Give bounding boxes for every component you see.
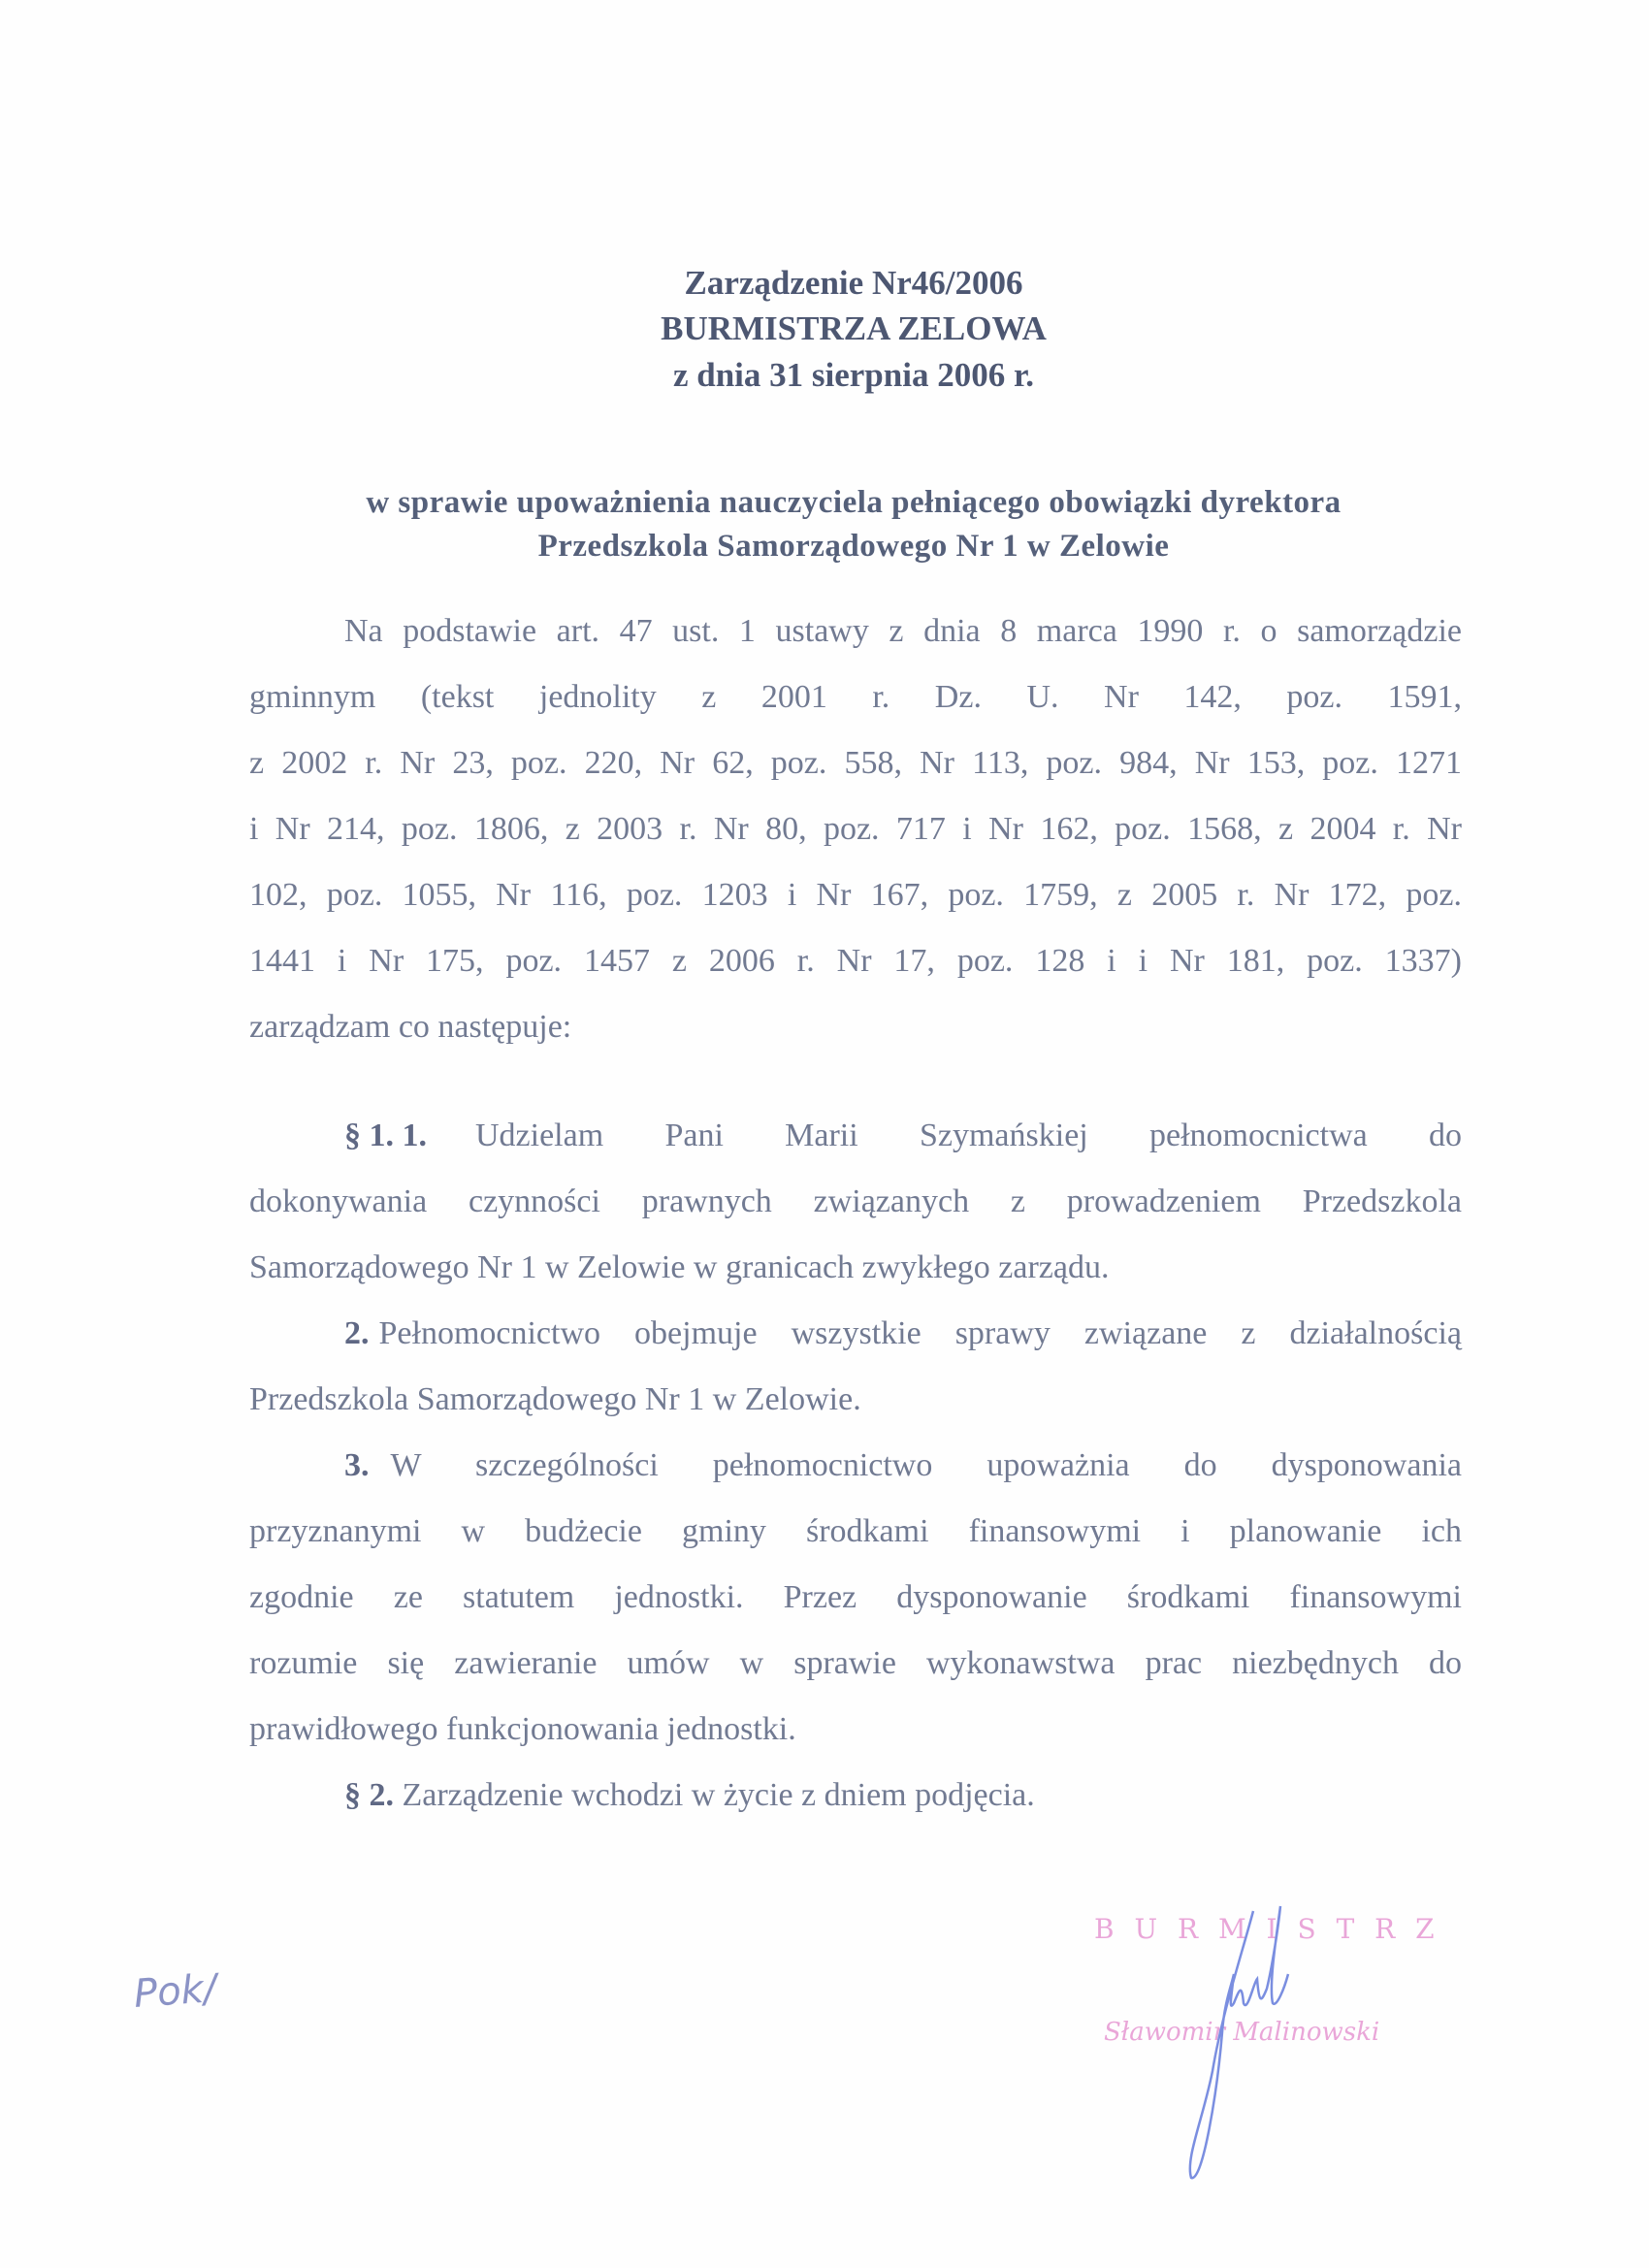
subject-line-2: Przedszkola Samorządowego Nr 1 w Zelowie — [537, 529, 1170, 564]
preamble-line: z 2002 r. Nr 23, poz. 220, Nr 62, poz. 558, Nr 113, poz. 984, Nr 153, poz. 1271 — [249, 745, 1462, 781]
preamble-line: Na podstawie art. 47 ust. 1 ustawy z dnia 8 marca 1990 r. o samorządzie — [344, 613, 1462, 649]
point-3-line: zgodnie ze statutem jednostki. Przez dysponowanie środkami finansowymi — [249, 1579, 1462, 1615]
signature — [1164, 1896, 1358, 2187]
preamble-line: 102, poz. 1055, Nr 116, poz. 1203 i Nr 167, poz. 1759, z 2005 r. Nr 172, poz. — [249, 877, 1462, 913]
section-1-line — [344, 1118, 1462, 1154]
preamble-line: i Nr 214, poz. 1806, z 2003 r. Nr 80, poz. 717 i Nr 162, poz. 1568, z 2004 r. Nr — [249, 811, 1462, 847]
stamp-name: Sławomir Malinowski — [1104, 2018, 1380, 2047]
point-2-text: Pełnomocnictwo obejmuje wszystkie sprawy związane z działalnością — [378, 1315, 1462, 1351]
subject-line-1: w sprawie upoważnienia nauczyciela pełniącego obowiązki dyrektora — [366, 485, 1342, 520]
point-3-line: prawidłowego funkcjonowania jednostki. — [249, 1711, 796, 1747]
issuer: BURMISTRZA ZELOWA — [661, 309, 1047, 347]
point-3-marker: 3. — [344, 1447, 370, 1483]
section-1-line: dokonywania czynności prawnych związanych z prowadzeniem Przedszkola — [249, 1183, 1462, 1219]
point-2-marker: 2. — [344, 1315, 370, 1351]
point-3-text: W szczególności pełnomocnictwo upoważnia do dysponowania — [390, 1447, 1462, 1483]
point-3-line: przyznanymi w budżecie gminy środkami finansowymi i planowanie ich — [249, 1513, 1462, 1549]
section-1-line: Samorządowego Nr 1 w Zelowie w granicach zwykłego zarządu. — [249, 1249, 1110, 1285]
section-2 — [344, 1777, 1462, 1814]
point-3-line: rozumie się zawieranie umów w sprawie wykonawstwa prac niezbędnych do — [249, 1645, 1462, 1681]
section-1-marker: § 1. 1. — [344, 1118, 427, 1153]
stamp-title: B U R M I S T R Z — [1094, 1913, 1440, 1945]
order-date: z dnia 31 sierpnia 2006 r. — [672, 356, 1035, 394]
preamble-line: 1441 i Nr 175, poz. 1457 z 2006 r. Nr 17, poz. 128 i i Nr 181, poz. 1337) — [249, 943, 1462, 979]
section-1-point-3 — [344, 1447, 1462, 1484]
preamble-line: gminnym (tekst jednolity z 2001 r. Dz. U. Nr 142, poz. 1591, — [249, 679, 1462, 715]
preamble-line: zarządzam co następuje: — [249, 1009, 572, 1045]
point-2-line: Przedszkola Samorządowego Nr 1 w Zelowie. — [249, 1381, 861, 1417]
section-1-point-2 — [344, 1315, 1462, 1352]
order-number: Zarządzenie Nr46/2006 — [684, 264, 1023, 302]
handwritten-note: Pok/ — [132, 1966, 218, 2017]
section-2-marker: § 2. — [344, 1777, 394, 1813]
section-2-text: Zarządzenie wchodzi w życie z dniem podjęcia. — [402, 1777, 1035, 1813]
section-1-text: Udzielam Pani Marii Szymańskiej pełnomocnictwa do — [475, 1118, 1462, 1153]
